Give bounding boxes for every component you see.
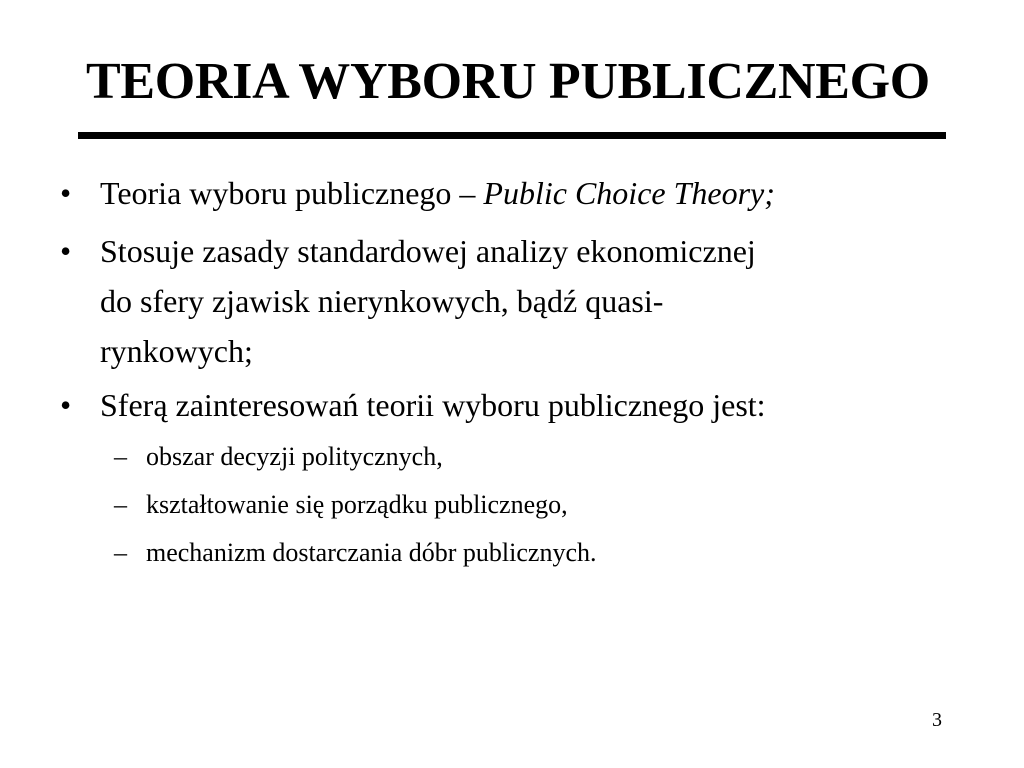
bullet-marker: •	[60, 387, 72, 423]
sub-bullet-text: obszar decyzji politycznych,	[146, 442, 443, 471]
bullet-item	[60, 226, 940, 376]
bullet-marker: •	[60, 175, 72, 211]
sub-bullet-text: kształtowanie się porządku publicznego,	[146, 490, 568, 519]
bullet-text-line: Stosuje zasady standardowej analizy ekonomicznej	[100, 233, 756, 269]
sub-bullet-marker: –	[114, 538, 127, 567]
bullet-text-line: do sfery zjawisk nierynkowych, bądź quasi-	[100, 283, 664, 319]
sub-bullet-marker: –	[114, 490, 127, 519]
bullet-item	[60, 168, 940, 218]
title-underline	[78, 132, 946, 139]
sub-bullet-item	[114, 536, 926, 570]
slide-title: TEORIA WYBORU PUBLICZNEGO	[86, 53, 930, 110]
sub-bullet-item	[114, 440, 926, 474]
bullet-text: Teoria wyboru publicznego –	[100, 175, 484, 211]
sub-bullet-marker: –	[114, 442, 127, 471]
bullet-text-line: rynkowych;	[100, 333, 253, 369]
bullet-item	[60, 380, 940, 430]
bullet-text: Sferą zainteresowań teorii wyboru publicznego jest:	[100, 387, 766, 423]
bullet-marker: •	[60, 233, 72, 269]
bullet-italic-text: Public Choice Theory;	[483, 175, 775, 211]
sub-bullet-text: mechanizm dostarczania dóbr publicznych.	[146, 538, 597, 567]
page-number: 3	[932, 709, 942, 731]
sub-bullet-item	[114, 488, 926, 522]
